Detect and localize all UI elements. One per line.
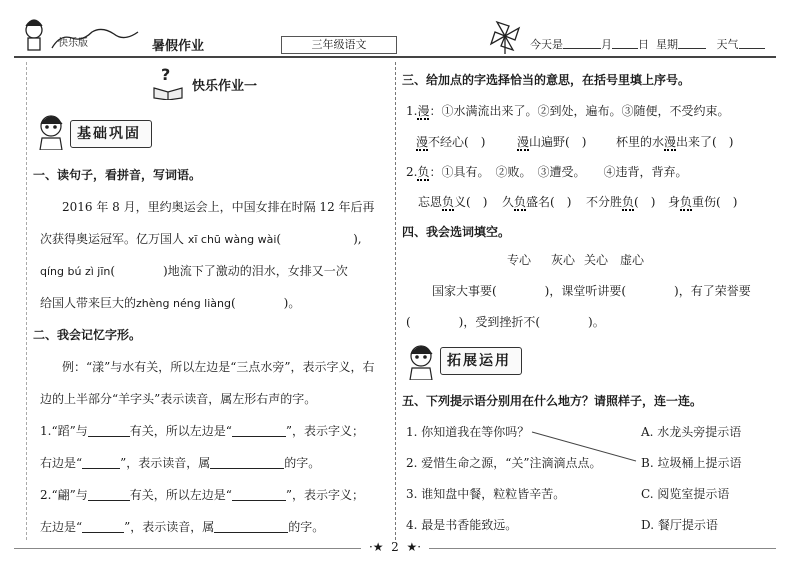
q3-2-w2-pre: 久 xyxy=(502,195,515,209)
q3-item-1 xyxy=(406,103,729,119)
q5-left-2[interactable]: 2. 爱惜生命之源，“关”注滴滴点点。 xyxy=(406,456,602,470)
q1-title: 一、读句子，看拼音，写词语。 xyxy=(33,168,202,182)
section-badge-extension: 拓展运用 xyxy=(440,347,522,375)
q3-2-w1-rest: 义( ) xyxy=(454,195,488,209)
page-number: 2 xyxy=(391,540,399,554)
page-title: 快乐作业一 xyxy=(192,79,258,94)
q2-1-text-a: 1.“蹈”与 xyxy=(40,424,88,438)
answer-blank-1[interactable]: ( ), xyxy=(276,232,362,246)
q2-item-1-line-1 xyxy=(40,423,364,439)
q5-right-c[interactable]: C. 阅览室提示语 xyxy=(641,487,730,501)
q1-line-3 xyxy=(40,263,348,280)
weather-blank[interactable] xyxy=(739,38,765,49)
q3-2-num: 2. xyxy=(406,165,418,179)
pinyin-3: zhèng néng liàng xyxy=(136,297,231,310)
q2-2-text-d: 左边是“ xyxy=(40,520,83,534)
q3-2-w1-pre: 忘恩 xyxy=(418,195,443,209)
q3-2-word-4[interactable] xyxy=(668,194,737,210)
q4-word-2: 灰心 xyxy=(551,253,576,267)
svg-text:?: ? xyxy=(161,66,171,84)
q1-line-2-text: 次获得奥运冠军。亿万国人 xyxy=(40,232,185,246)
q2-1-blank-b[interactable] xyxy=(232,424,286,437)
q3-1-w2-dot: 漫 xyxy=(517,135,530,149)
q5-title: 五、下列提示语分别用在什么地方？请照样子，连一连。 xyxy=(402,394,703,408)
q1-line-4-text: 给国人带来巨大的 xyxy=(40,296,137,310)
q1-line-2 xyxy=(40,231,362,248)
q3-2-w3-dot: 负 xyxy=(622,195,635,209)
q2-1-text-f: 的字。 xyxy=(284,456,321,470)
q3-1-w3-pre: 杯里的水 xyxy=(616,135,665,149)
svg-text:快乐版: 快乐版 xyxy=(58,38,88,49)
q5-left-3[interactable]: 3. 谁知盘中餐，粒粒皆辛苦。 xyxy=(406,487,566,501)
answer-blank-2[interactable]: ( )地流下了激动的泪水，女排又一次 xyxy=(110,264,348,278)
q2-2-blank-b[interactable] xyxy=(232,488,286,501)
margin-line xyxy=(26,62,27,540)
pinyin-1: xī chū wàng wài xyxy=(187,233,277,246)
q4-word-3: 关心 xyxy=(584,253,609,267)
q3-2-w3-pre: 不分胜 xyxy=(586,195,623,209)
q2-example-2: 边的上半部分“羊字头”表示读音，属左形右声的字。 xyxy=(40,392,317,406)
page-footer xyxy=(0,540,790,554)
q2-1-text-c: ”，表示字义； xyxy=(285,424,365,438)
q2-1-text-d: 右边是“ xyxy=(40,456,83,470)
q3-2-dotted-char: 负 xyxy=(417,165,430,179)
month-blank[interactable] xyxy=(563,38,601,49)
q3-2-word-2[interactable] xyxy=(502,194,571,210)
q3-item-2 xyxy=(406,164,687,180)
q5-right-b[interactable]: B. 垃圾桶上提示语 xyxy=(641,456,742,470)
column-divider xyxy=(395,62,396,540)
kid-avatar-icon xyxy=(36,110,70,154)
q3-1-meanings: ：①水满流出来了。②到处，遍布。③随便，不受约束。 xyxy=(429,104,730,118)
q3-1-word-2[interactable] xyxy=(517,134,586,150)
q2-1-text-b: 有关，所以左边是“ xyxy=(129,424,232,438)
q3-1-dotted-char: 漫 xyxy=(417,104,430,118)
date-label-week: 星期 xyxy=(656,38,678,51)
q4-word-4: 虚心 xyxy=(620,253,645,267)
star-left-icon: ·★ xyxy=(368,540,384,554)
q3-2-w4-rest: 重伤( ) xyxy=(692,195,738,209)
q4-word-1: 专心 xyxy=(507,253,532,267)
q3-1-w1-dot: 漫 xyxy=(416,135,429,149)
q1-line-4 xyxy=(40,295,300,312)
day-blank[interactable] xyxy=(612,38,638,49)
q5-left-4[interactable]: 4. 最是书香能致远。 xyxy=(406,518,518,532)
pinwheel-icon xyxy=(487,18,523,54)
q3-1-w2-rest: 山遍野( ) xyxy=(529,135,587,149)
q3-2-w1-dot: 负 xyxy=(442,195,455,209)
book-question-icon xyxy=(152,66,184,104)
q3-1-word-3[interactable] xyxy=(616,134,733,150)
q2-1-blank-d[interactable] xyxy=(210,456,284,469)
q3-2-word-3[interactable] xyxy=(586,194,655,210)
example-connector-line xyxy=(530,428,640,468)
q2-item-1-line-2 xyxy=(40,455,320,471)
q3-1-w3-rest: 出来了( ) xyxy=(676,135,734,149)
q2-1-text-e: ”，表示读音，属 xyxy=(120,456,211,470)
week-blank[interactable] xyxy=(678,38,706,49)
date-label-today: 今天是 xyxy=(530,38,563,51)
q2-2-blank-c[interactable] xyxy=(82,520,124,533)
q2-item-2-line-2 xyxy=(40,519,324,535)
q2-1-blank-c[interactable] xyxy=(82,456,120,469)
section-badge-basics: 基础巩固 xyxy=(70,120,152,148)
q3-2-w2-rest: 盛名( ) xyxy=(526,195,572,209)
date-label-day: 日 xyxy=(638,38,649,51)
star-right-icon: ★· xyxy=(406,540,422,554)
q2-2-text-b: 有关，所以左边是“ xyxy=(129,488,232,502)
q2-2-blank-d[interactable] xyxy=(214,520,288,533)
q1-line-1: 2016 年 8 月，里约奥运会上，中国女排在时隔 12 年后再 xyxy=(62,200,375,214)
q2-2-text-c: ”，表示字义； xyxy=(285,488,365,502)
q3-2-w4-pre: 身 xyxy=(668,195,681,209)
header-divider xyxy=(14,56,776,58)
q3-2-meanings: ：①具有。 ②败。 ③遭受。 ④违背，背弃。 xyxy=(429,165,688,179)
q2-2-text-f: 的字。 xyxy=(288,520,325,534)
q3-1-w3-dot: 漫 xyxy=(664,135,677,149)
answer-blank-3[interactable]: ( )。 xyxy=(230,296,301,310)
q2-2-text-e: ”，表示读音，属 xyxy=(124,520,215,534)
q3-1-num: 1. xyxy=(406,104,418,118)
date-line xyxy=(530,36,765,52)
q3-1-word-1[interactable] xyxy=(416,134,485,150)
brand-title: 暑假作业 xyxy=(152,39,205,54)
q3-1-w1-rest: 不经心( ) xyxy=(428,135,486,149)
q2-item-2-line-1 xyxy=(40,487,364,503)
q2-example-1: 例：“漾”与水有关，所以左边是“三点水旁”，表示字义，右 xyxy=(62,360,375,374)
q3-2-word-1[interactable] xyxy=(418,194,487,210)
q4-line-2[interactable]: ( )，受到挫折不( )。 xyxy=(406,315,605,329)
q4-line-1[interactable]: 国家大事要( )，课堂听讲要( )，有了荣誉要 xyxy=(432,284,751,298)
q4-title: 四、我会选词填空。 xyxy=(402,225,511,239)
date-label-weather: 天气 xyxy=(716,38,739,51)
q2-1-blank-a[interactable] xyxy=(88,424,130,437)
pinyin-2: qíng bú zì jīn xyxy=(40,265,111,278)
kid-avatar-icon-2 xyxy=(406,340,440,384)
q2-title: 二、我会记忆字形。 xyxy=(33,328,142,342)
q5-right-d[interactable]: D. 餐厅提示语 xyxy=(641,518,718,532)
q3-2-w3-rest: ( ) xyxy=(634,195,656,209)
date-label-month: 月 xyxy=(601,38,612,51)
q5-left-1[interactable]: 1. 你知道我在等你吗？ xyxy=(406,425,530,439)
grade-label: 三年级语文 xyxy=(281,36,397,54)
q3-2-w2-dot: 负 xyxy=(514,195,527,209)
q5-right-a[interactable]: A. 水龙头旁提示语 xyxy=(641,425,742,439)
q3-title: 三、给加点的字选择恰当的意思，在括号里填上序号。 xyxy=(402,73,691,87)
q3-2-w4-dot: 负 xyxy=(680,195,693,209)
q2-2-blank-a[interactable] xyxy=(88,488,130,501)
q2-2-text-a: 2.“翩”与 xyxy=(40,488,88,502)
